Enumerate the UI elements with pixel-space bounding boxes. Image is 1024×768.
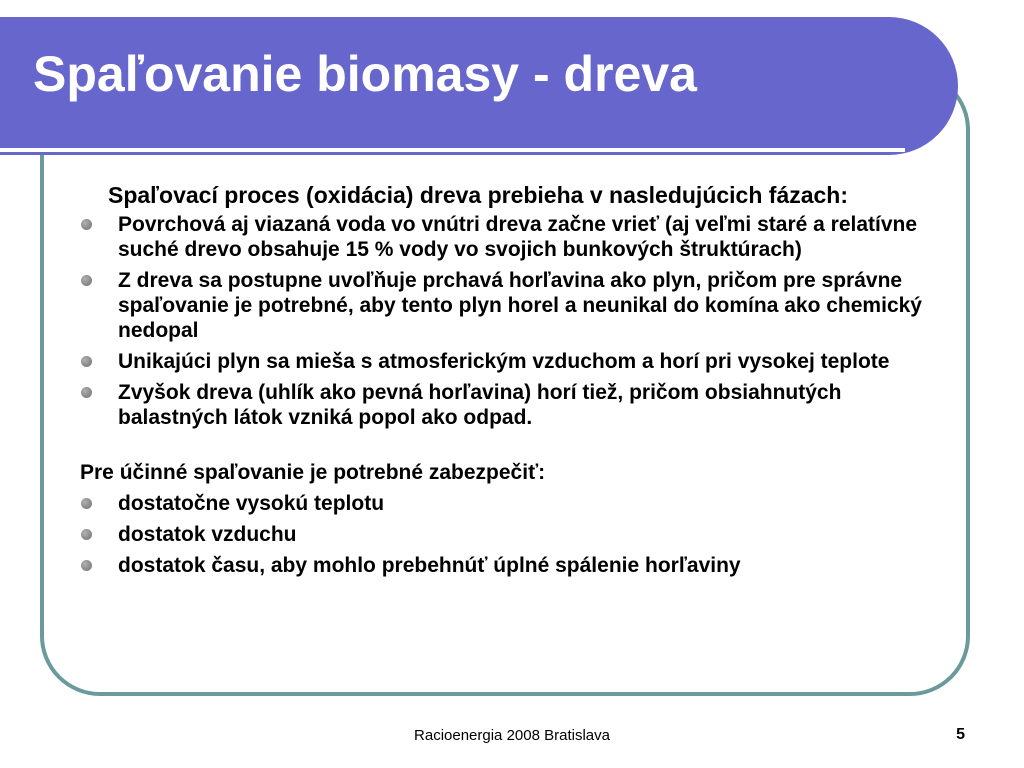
- bullet-dot-icon: [81, 560, 92, 571]
- slide-title: Spaľovanie biomasy - dreva: [33, 46, 697, 102]
- phase-item: [76, 380, 946, 430]
- bullet-dot-icon: [81, 498, 92, 509]
- requirement-text: dostatok času, aby mohlo prebehnúť úplné spálenie horľaviny: [118, 554, 741, 577]
- requirement-text: dostatok vzduchu: [118, 523, 297, 546]
- phase-list: [76, 212, 946, 430]
- phase-text: Z dreva sa postupne uvoľňuje prchavá horľavina ako plyn, pričom pre správne spaľovanie je potrebné, aby tento plyn horel a neunikal do komína ako chemický nedopal: [118, 269, 922, 342]
- requirement-item: [76, 553, 946, 578]
- phase-text: Unikajúci plyn sa mieša s atmosferickým vzduchom a horí pri vysokej teplote: [118, 350, 890, 373]
- requirement-list: [76, 491, 946, 578]
- requirement-heading: Pre účinné spaľovanie je potrebné zabezpečiť:: [80, 461, 546, 484]
- page-number: 5: [956, 726, 965, 743]
- footer-text: Racioenergia 2008 Bratislava: [414, 727, 610, 744]
- phase-text: Povrchová aj viazaná voda vo vnútri dreva začne vrieť (aj veľmi staré a relatívne suché drevo obsahuje 15 % vody vo svojich bunkových štruktúrach): [118, 213, 918, 261]
- intro-text: Spaľovací proces (oxidácia) dreva prebieha v nasledujúcich fázach:: [108, 182, 849, 208]
- bullet-dot-icon: [81, 219, 92, 230]
- bullet-dot-icon: [81, 387, 92, 398]
- bullet-dot-icon: [81, 529, 92, 540]
- title-underline: [0, 148, 905, 152]
- requirement-item: [76, 522, 946, 547]
- slide-body: [76, 182, 946, 584]
- requirement-text: dostatočne vysokú teplotu: [118, 492, 385, 515]
- bullet-dot-icon: [81, 356, 92, 367]
- phase-item: [76, 268, 946, 343]
- phase-item: [76, 349, 946, 374]
- requirement-item: [76, 491, 946, 516]
- bullet-dot-icon: [81, 275, 92, 286]
- phase-item: [76, 212, 946, 262]
- phase-text: Zvyšok dreva (uhlík ako pevná horľavina) horí tiež, pričom obsiahnutých balastných látok vzniká popol ako odpad.: [118, 381, 842, 429]
